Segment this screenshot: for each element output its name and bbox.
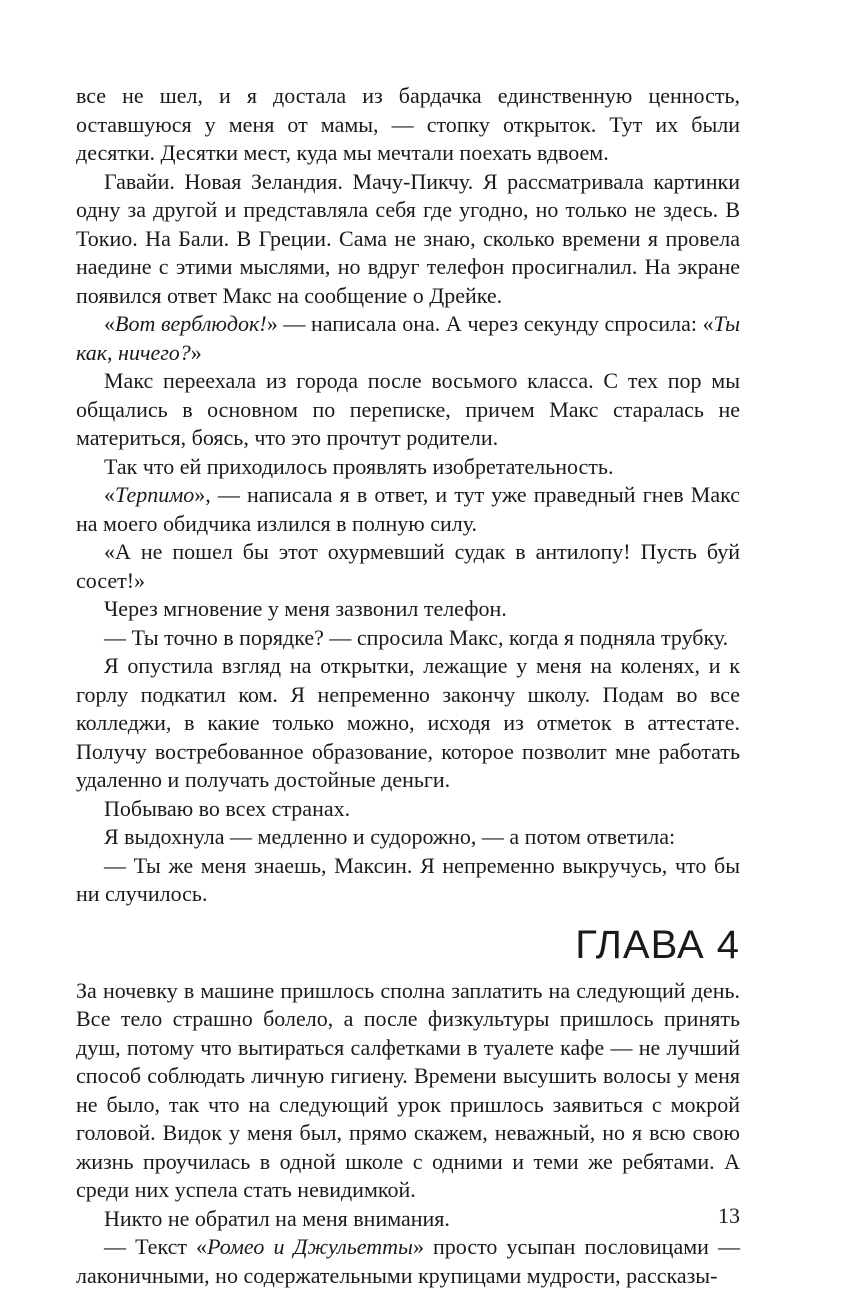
paragraph-postcards: Гавайи. Новая Зеландия. Мачу-Пикчу. Я рассматривала картинки одну за другой и представляла себя где угодно, но только не здесь. В Токио. На Бали. В Греции. Сама не знаю, сколько времени я провела наедине с этими мыслями, но вдруг телефон просигналил. На экране появился ответ Макс на сообщение о Дрейке. xyxy=(76,168,740,308)
page-number: 13 xyxy=(718,1203,740,1228)
paragraph-phone-rang: Через мгновение у меня зазвонил телефон. xyxy=(104,596,507,621)
book-title-romeo-juliet: Ромео и Джульетты xyxy=(207,1234,413,1259)
chapter-title: ГЛАВА 4 xyxy=(575,922,740,967)
quote-tolerable: Терпимо xyxy=(115,482,195,507)
paragraph-you-know-me: — Ты же меня знаешь, Максин. Я непременно выкручусь, что бы ни случилось. xyxy=(76,852,740,906)
paragraph-continuation: все не шел, и я достала из бардачка единственную ценность, оставшуюся у меня от мамы, — стопку открыток. Тут их были десятки. Десятки мест, куда мы мечтали поехать вдвоем. xyxy=(76,83,740,165)
paragraph-max-anger: «А не пошел бы этот охурмевший судак в антилопу! Пусть буй сосет!» xyxy=(76,539,740,593)
paragraph-exhaled: Я выдохнула — медленно и судорожно, — а потом ответила: xyxy=(104,824,676,849)
paragraph-inventiveness: Так что ей приходилось проявлять изобретательность. xyxy=(104,453,614,479)
paragraph-are-you-ok: — Ты точно в порядке? — спросила Макс, когда я подняла трубку. xyxy=(104,624,729,650)
quote-how-are-you: Ты как, ничего? xyxy=(76,311,740,365)
book-page xyxy=(76,82,740,1290)
paragraph-romeo-juliet: — Текст «Ромео и Джульетты» просто усыпан пословицами — лаконичными, но содержательными крупицами мудрости, рассказы- xyxy=(76,1234,740,1288)
paragraph-plans: Я опустила взгляд на открытки, лежащие у меня на коленях, и к горлу подкатил ком. Я непременно закончу школу. Подам во все колледжи, в какие только можно, исходя из отметок в аттестате. Получу востребованное образование, которое позволит мне работать удаленно и получать достойные деньги. xyxy=(76,653,740,792)
quote-camel: Вот верблюдок! xyxy=(115,311,267,336)
paragraph-max-moved: Макс переехала из города после восьмого класса. С тех пор мы общались в основном по переписке, причем Макс старалась не материться, боясь, что это прочтут родители. xyxy=(76,368,740,450)
paragraph-max-reply: «Вот верблюдок!» — написала она. А через секунду спросила: «Ты как, ничего?» xyxy=(76,311,740,365)
paragraph-tolerable: «Терпимо», — написала я в ответ, и тут уже праведный гнев Макс на моего обидчика излился в полную силу. xyxy=(76,482,740,536)
paragraph-nobody-noticed: Никто не обратил на меня внимания. xyxy=(104,1205,450,1231)
paragraph-all-countries: Побываю во всех странах. xyxy=(104,795,351,821)
paragraph-chapter-start: За ночевку в машине пришлось сполна заплатить на следующий день. Все тело страшно болело, а после физкультуры пришлось принять душ, потому что вытираться салфетками в туалете кафе — не лучший способ соблюдать личную гигиену. Времени высушить волосы у меня не было, так что на следующий урок пришлось заявиться с мокрой головой. Видок у меня был, прямо скажем, неважный, но я всю свою жизнь проучилась в одной школе с одними и теми же ребятами. А среди них успела стать невидимкой. xyxy=(76,977,740,1202)
